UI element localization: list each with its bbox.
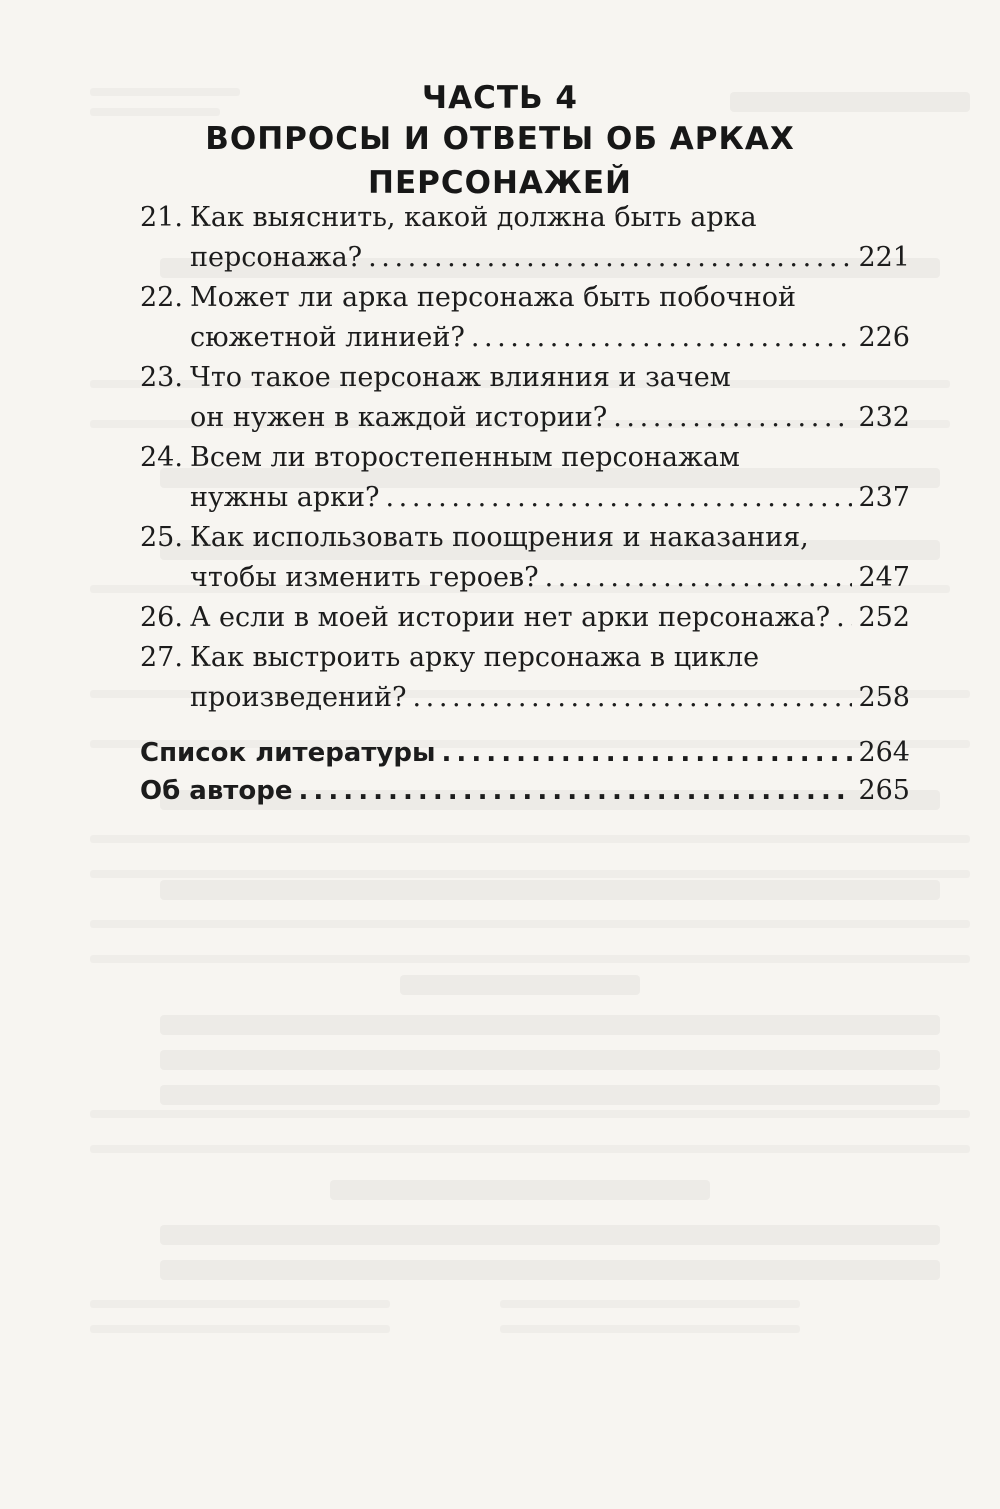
entry-number: 25. (140, 522, 183, 553)
toc-entry-bibliography[interactable] (140, 734, 910, 772)
dot-leader (413, 678, 853, 718)
entry-title-line: Как использовать поощрения и наказания, (190, 522, 809, 553)
entry-title-line: он нужен в каждой истории? (190, 402, 608, 433)
toc-entry-23[interactable] (140, 358, 910, 438)
entry-title-line: Как выстроить арку персонажа в цикле (190, 642, 760, 673)
toc-entry-24[interactable] (140, 438, 910, 518)
entry-title-line: персонажа? (190, 242, 363, 273)
entry-page-number: 265 (858, 775, 910, 806)
entry-page-number: 237 (858, 482, 910, 513)
entry-title-line: Всем ли второстепенным персонажам (190, 442, 740, 473)
entry-title-line: А если в моей истории нет арки персонажа? (190, 602, 831, 633)
toc-entry-26[interactable] (140, 598, 910, 638)
entry-number: 23. (140, 362, 183, 393)
dot-leader (545, 558, 853, 598)
entry-page-number: 264 (858, 737, 910, 768)
part-title-line-1: ВОПРОСЫ И ОТВЕТЫ ОБ АРКАХ (205, 121, 795, 157)
entry-page-number: 247 (858, 562, 910, 593)
entry-title-line: Может ли арка персонажа быть побочной (190, 282, 796, 313)
dot-leader (386, 478, 853, 518)
dot-leader (471, 318, 853, 358)
entry-number: 27. (140, 642, 183, 673)
dot-leader (298, 772, 852, 810)
entry-page-number: 258 (858, 682, 910, 713)
toc-entry-21[interactable] (140, 198, 910, 278)
entry-number: 24. (140, 442, 183, 473)
table-of-contents (140, 198, 910, 810)
part-title-line-2: ПЕРСОНАЖЕЙ (368, 165, 632, 201)
entry-title-line: Что такое персонаж влияния и зачем (190, 362, 731, 393)
entry-page-number: 226 (858, 322, 910, 353)
entry-number: 26. (140, 602, 183, 633)
part-label: ЧАСТЬ 4 (422, 80, 578, 116)
entry-title-line: Как выяснить, какой должна быть арка (190, 202, 757, 233)
dot-leader (613, 398, 852, 438)
toc-entry-27[interactable] (140, 638, 910, 718)
toc-entry-22[interactable] (140, 278, 910, 358)
entry-title-line: сюжетной линией? (190, 322, 465, 353)
entry-title-line: произведений? (190, 682, 407, 713)
entry-number: 21. (140, 202, 183, 233)
backmatter-title: Список литературы (140, 738, 436, 768)
dot-leader (836, 598, 852, 638)
toc-entry-about-author[interactable] (140, 772, 910, 810)
part-title (0, 117, 1000, 205)
toc-entry-25[interactable] (140, 518, 910, 598)
entry-title-line: нужны арки? (190, 482, 380, 513)
backmatter-title: Об авторе (140, 776, 293, 806)
dot-leader (368, 238, 852, 278)
entry-page-number: 252 (858, 602, 910, 633)
dot-leader (442, 734, 853, 772)
entry-page-number: 221 (858, 242, 910, 273)
entry-number: 22. (140, 282, 183, 313)
entry-title-line: чтобы изменить героев? (190, 562, 539, 593)
entry-page-number: 232 (858, 402, 910, 433)
